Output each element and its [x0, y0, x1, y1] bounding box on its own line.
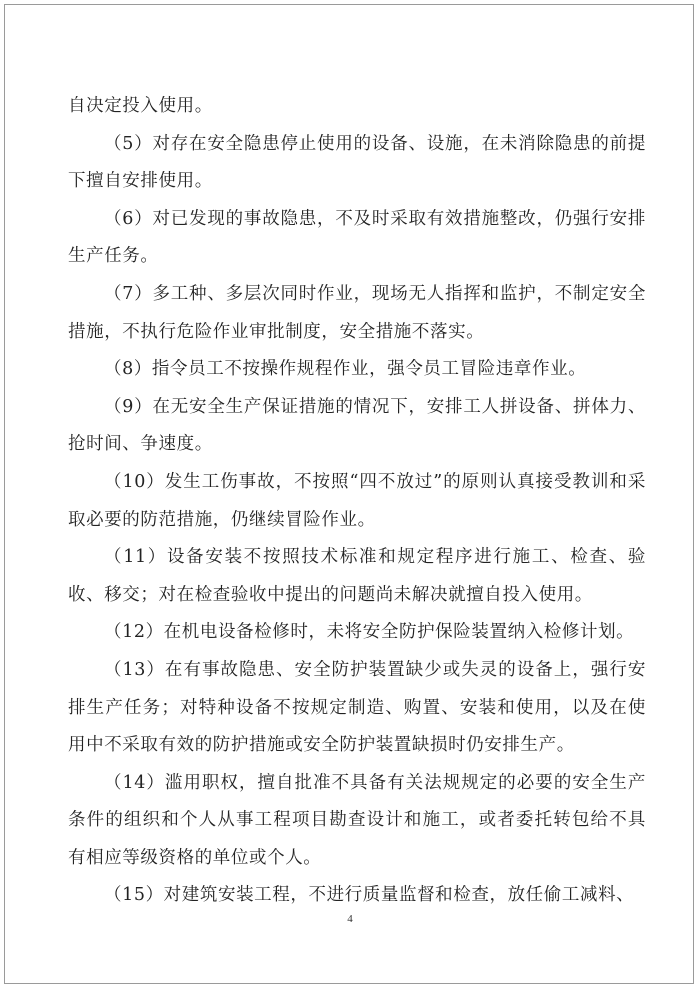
paragraph-item-13: （13）在有事故隐患、安全防护装置缺少或失灵的设备上，强行安排生产任务；对特种设备不按规定制造、购置、安装和使用，以及在使用中不采取有效的防护措施或安全防护装置缺损时仍安排生产。	[68, 659, 647, 756]
document-body	[68, 88, 646, 915]
paragraph-continuation: 自决定投入使用。	[68, 96, 213, 116]
paragraph-item-10: （10）发生工伤事故，不按照“四不放过”的原则认真接受教训和采取必要的防范措施，仍继续冒险作业。	[68, 471, 646, 530]
page-number: 4	[347, 913, 353, 925]
paragraph-item-5: （5）对存在安全隐患停止使用的设备、设施，在未消除隐患的前提下擅自安排使用。	[68, 133, 646, 192]
paragraph-item-11: （11）设备安装不按照技术标准和规定程序进行施工、检查、验收、移交；对在检查验收中提出的问题尚未解决就擅自投入使用。	[68, 547, 646, 605]
paragraph-item-7: （7）多工种、多层次同时作业，现场无人指挥和监护，不制定安全措施，不执行危险作业审批制度，安全措施不落实。	[68, 283, 646, 342]
paragraph-item-12: （12）在机电设备检修时，未将安全防护保险装置纳入检修计划。	[104, 622, 635, 643]
paragraph-item-8: （8）指令员工不按操作规程作业，强令员工冒险违章作业。	[104, 359, 587, 380]
paragraph-item-6: （6）对已发现的事故隐患，不及时采取有效措施整改，仍强行安排生产任务。	[68, 208, 646, 267]
paragraph-item-14: （14）滥用职权，擅自批准不具备有关法规规定的必要的安全生产条件的组织和个人从事工程项目勘查设计和施工，或者委托转包给不具有相应等级资格的单位或个人。	[68, 772, 647, 868]
paragraph-item-9: （9）在无安全生产保证措施的情况下，安排工人拼设备、拼体力、抢时间、争速度。	[68, 396, 646, 455]
paragraph-item-15: （15）对建筑安装工程，不进行质量监督和检查，放任偷工减料、	[104, 885, 635, 906]
